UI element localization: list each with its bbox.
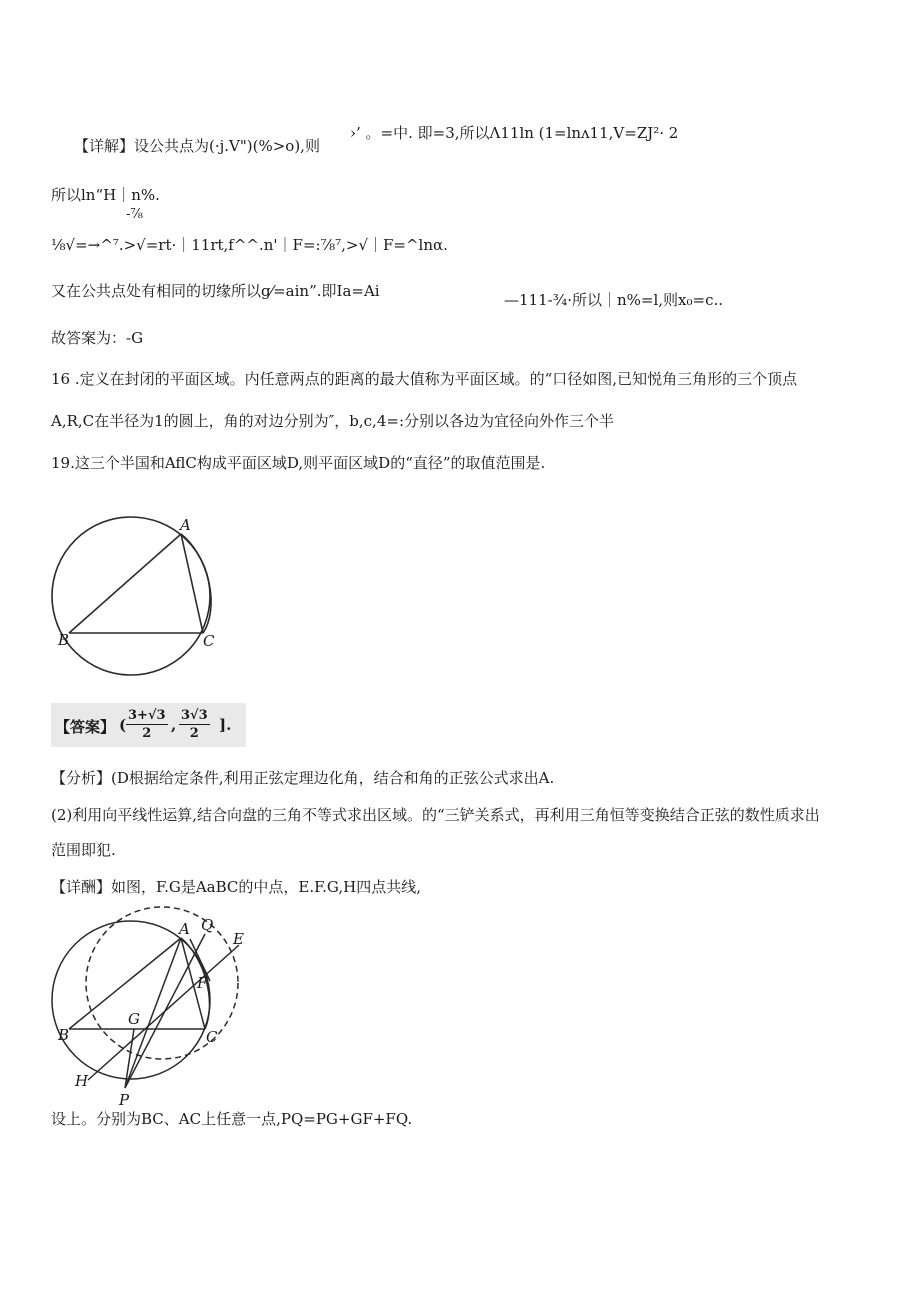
label-b: B <box>58 1026 70 1044</box>
label-c: C <box>203 632 215 650</box>
answer-fraction-1-num: 3+√3 <box>128 708 166 723</box>
label-a: A <box>180 516 191 534</box>
label-g: G <box>128 1010 140 1028</box>
answer-box <box>51 703 246 747</box>
answer-comma: , <box>171 716 177 734</box>
detail-line-1-right: ›’ 。=中. 即=3,所以Λ11ln (1=lnʌ11,V=ZJ²· 2 <box>350 124 679 142</box>
label-p: P <box>119 1091 130 1109</box>
question-16-line-1: 16 .定义在封闭的平面区域。内任意两点的距离的最大值称为平面区域。的“口径如图,已知悦角三角形的三个顶点 <box>51 370 798 388</box>
detail-line-2: 所以ln“H｜n%. <box>51 186 160 204</box>
side-ac <box>181 534 203 633</box>
detail-explanation: 【详酬】如图，F.G是AaBC的中点，E.F.G,H四点共线, <box>51 878 421 896</box>
final-line: 设上。分别为BC、AC上任意一点,PQ=PG+GF+FQ. <box>51 1110 413 1128</box>
detail-line-4-left: 又在公共点处有相同的切缘所以g⁄=ain”.即Ia=Ai <box>51 282 380 300</box>
answer-fraction-2-den: 2 <box>189 726 199 741</box>
label-f: F <box>197 974 208 992</box>
circumcircle <box>52 517 210 675</box>
detail-line-1-left: 【详解】设公共点为(·j.V")(%>o),则 <box>74 137 320 155</box>
analysis-line-1: 【分析】(D根据给定条件,利用正弦定理边化角，结合和角的正弦公式求出A. <box>51 769 555 787</box>
answer-line: 故答案为：-G <box>51 329 144 347</box>
figure-triangle-semicircles <box>50 515 250 700</box>
label-h: H <box>75 1072 89 1090</box>
figure-construction <box>50 905 260 1110</box>
answer-fraction-1 <box>126 707 168 742</box>
detail-line-4-right: —111-¾·所以｜n%=l,则x₀=c.. <box>504 291 724 309</box>
question-16-line-2: A,R,C在半径为1的圆上，角的对边分别为″，b,c,4=:分别以各边为宜径向外作三个半 <box>51 412 614 430</box>
label-a: A <box>179 920 190 938</box>
answer-fraction-1-den: 2 <box>142 726 152 741</box>
answer-fraction-2-num: 3√3 <box>181 708 208 723</box>
label-e: E <box>233 930 244 948</box>
side-ab <box>69 534 181 633</box>
analysis-line-3: 范围即犯. <box>51 841 116 859</box>
detail-line-3: ⅛√=→^⁷.>√=rt·｜11rt,f^^.n'｜F=:⅞⁷,>√｜F=^lnα. <box>51 236 448 254</box>
answer-close: ]. <box>219 716 232 734</box>
analysis-line-2: (2)利用向平线性运算,结合向盘的三角不等式求出区域。的“三铲关系式，再利用三角恒等变换结合正弦的数性质求出 <box>51 806 820 824</box>
label-c: C <box>206 1028 218 1046</box>
label-b: B <box>58 631 70 649</box>
question-19-line: 19.这三个半国和AflC构成平面区域D,则平面区域D的“直径”的取值范围是. <box>51 454 546 472</box>
answer-open-paren: ( <box>119 716 127 734</box>
detail-line-2-sub: -⅞ <box>126 207 143 222</box>
answer-fraction-2 <box>179 707 210 742</box>
answer-label: 【答案】 <box>55 718 116 736</box>
label-q: Q <box>201 916 214 934</box>
